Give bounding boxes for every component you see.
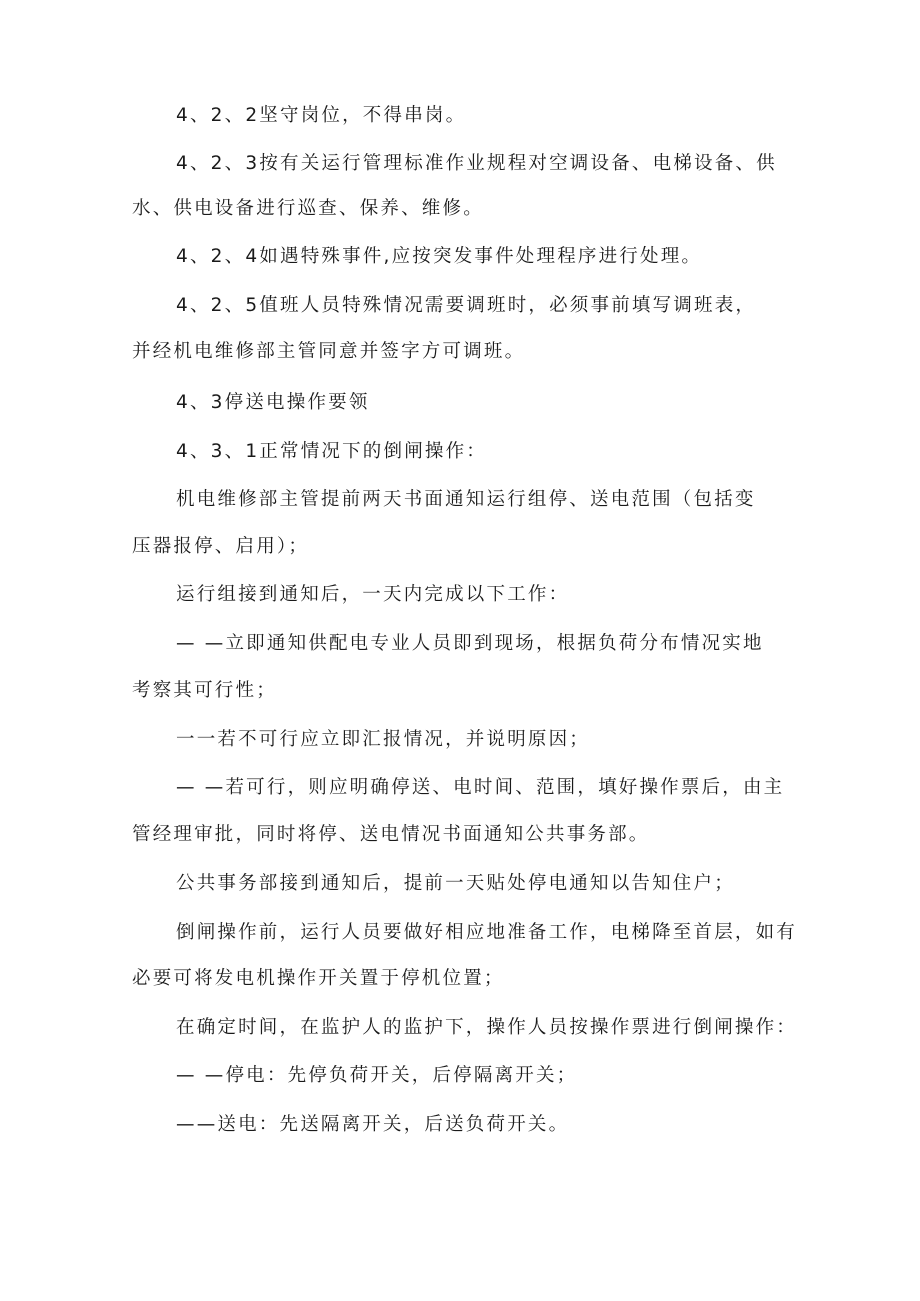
paragraph-line: 必要可将发电机操作开关置于停机位置； (132, 968, 505, 989)
paragraph-line: 倒闸操作前，运行人员要做好相应地准备工作，电梯降至首层，如有 (176, 922, 798, 943)
paragraph-line: 公共事务部接到通知后，提前一天贴处停电通知以告知住户； (176, 873, 735, 894)
paragraph-line: 水、供电设备进行巡查、保养、维修。 (132, 198, 484, 219)
paragraph-line: 4、2、5值班人员特殊情况需要调班时，必须事前填写调班表， (176, 295, 757, 316)
paragraph-line: 在确定时间，在监护人的监护下，操作人员按操作票进行倒闸操作： (176, 1017, 798, 1038)
section-heading: 4、3停送电操作要领 (176, 392, 370, 413)
paragraph-line: ——送电：先送隔离开关，后送负荷开关。 (176, 1114, 570, 1135)
paragraph-line: 4、2、3按有关运行管理标准作业规程对空调设备、电梯设备、供 (176, 153, 777, 174)
paragraph-line: — —停电：先停负荷开关，后停隔离开关； (176, 1065, 578, 1086)
paragraph-line: 考察其可行性； (132, 680, 277, 701)
paragraph-line: 压器报停、启用）； (132, 536, 310, 557)
paragraph-line: 一一若不可行应立即汇报情况，并说明原因； (176, 729, 591, 750)
paragraph-line: 机电维修部主管提前两天书面通知运行组停、送电范围（包括变 (176, 489, 756, 510)
paragraph-line: 运行组接到通知后，一天内完成以下工作： (176, 584, 570, 605)
paragraph-line: 4、2、4如遇特殊事件,应按突发事件处理程序进行处理。 (176, 246, 703, 267)
subsection-heading: 4、3、1正常情况下的倒闸操作： (176, 441, 488, 462)
paragraph-line: — —立即通知供配电专业人员即到现场，根据负荷分布情况实地 (176, 633, 764, 654)
paragraph-line: — —若可行，则应明确停送、电时间、范围，填好操作票后，由主 (176, 777, 785, 798)
paragraph-line: 4、2、2坚守岗位，不得串岗。 (176, 105, 467, 126)
paragraph-line: 并经机电维修部主管同意并签字方可调班。 (132, 341, 526, 362)
paragraph-line: 管经理审批，同时将停、送电情况书面通知公共事务部。 (132, 824, 650, 845)
